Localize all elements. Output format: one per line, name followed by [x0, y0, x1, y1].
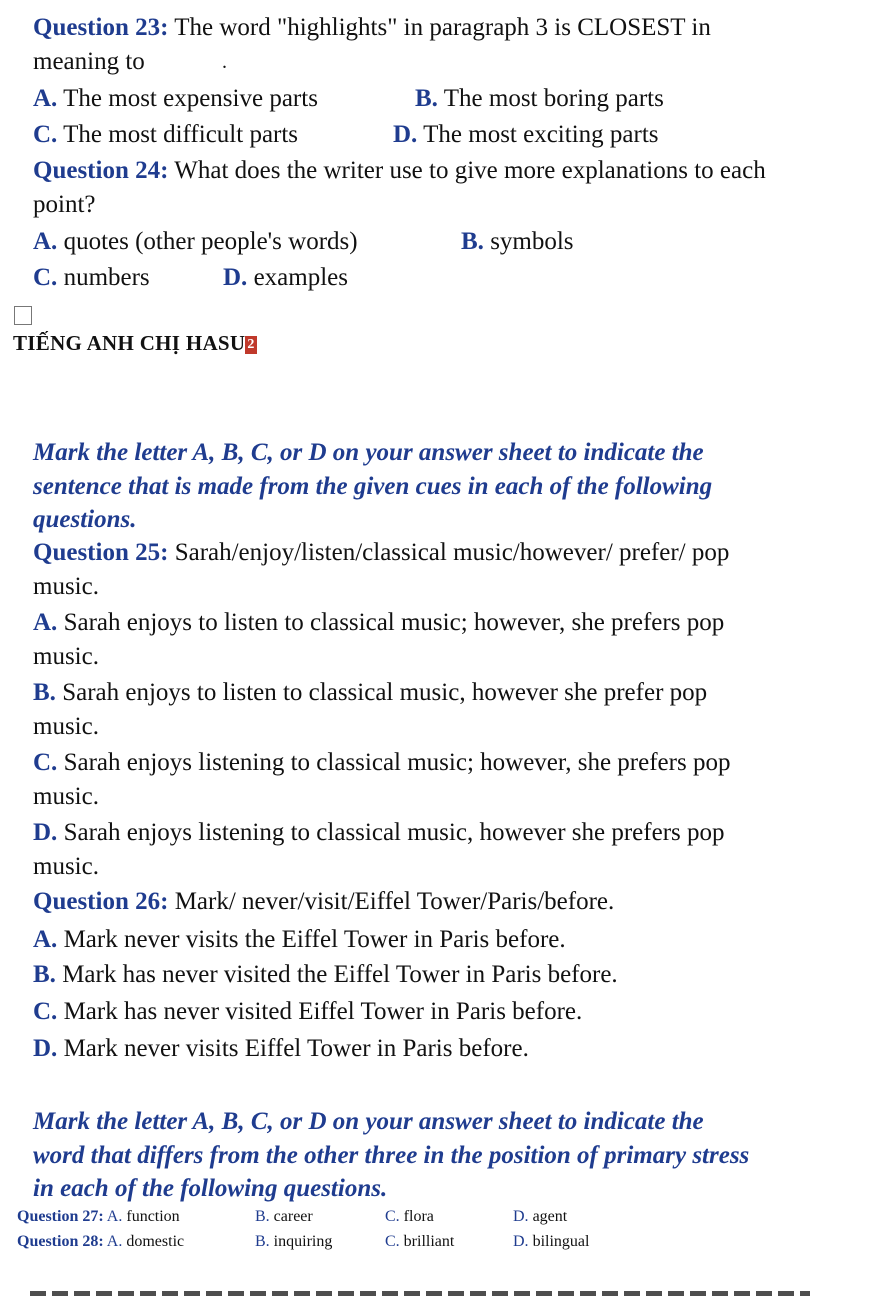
cropped-next-line — [30, 1291, 810, 1296]
header-badge: 2 — [247, 337, 255, 352]
q27-option-b: B. career — [255, 1208, 313, 1225]
q26-option-a: A. Mark never visits the Eiffel Tower in Paris before. — [33, 926, 566, 953]
q26-option-d: D. Mark never visits Eiffel Tower in Paris before. — [33, 1035, 529, 1062]
q23-option-c: C. The most difficult parts — [33, 121, 299, 148]
instruction-1-line2: sentence that is made from the given cues in each of the following — [33, 473, 713, 500]
q23-stem-line2 — [33, 47, 145, 77]
q27-option-d: D. agent — [513, 1208, 568, 1225]
q25-option-d: D. Sarah enjoys listening to classical music, however she prefers pop — [33, 819, 725, 846]
q24-stem-line2 — [33, 190, 96, 220]
q24-label: Question 24: — [33, 157, 169, 184]
q25-option-b: B. Sarah enjoys to listen to classical music, however she prefer pop — [33, 679, 708, 706]
header-title: TIẾNG ANH CHỊ HASU — [13, 331, 246, 355]
instruction-2-line2: word that differs from the other three in the position of primary stress — [33, 1142, 750, 1169]
q23-blank: . — [222, 51, 227, 73]
q24-option-c: C. numbers — [33, 264, 150, 291]
q28-option-a: domestic — [126, 1233, 185, 1250]
q25-option-a-cont: music. — [33, 643, 99, 670]
q25-stem-a: Sarah/enjoy/listen/classical music/however/ prefer/ pop — [174, 539, 730, 566]
q28-option-c: C. brilliant — [385, 1233, 455, 1250]
q28-option-b: B. inquiring — [255, 1233, 333, 1250]
q25-option-d-cont: music. — [33, 853, 99, 880]
q25-option-c-cont: music. — [33, 783, 99, 810]
q26-option-b: B. Mark has never visited the Eiffel Tower in Paris before. — [33, 961, 618, 988]
q23-stem-a: The word "highlights" in paragraph 3 is CLOSEST in — [174, 14, 711, 41]
q25-stem-line2: music. — [33, 573, 99, 600]
instruction-1-line3: questions. — [33, 506, 137, 533]
q26-label: Question 26: — [33, 888, 169, 915]
instruction-2-line3: in each of the following questions. — [33, 1175, 388, 1202]
q27-option-c: C. flora — [385, 1208, 434, 1225]
q23-option-d: D. The most exciting parts — [393, 121, 659, 148]
cropped-previous-line — [30, 0, 510, 4]
q25-option-b-cont: music. — [33, 713, 99, 740]
q24-option-a: A. quotes (other people's words) — [33, 228, 358, 255]
q28-label: Question 28: — [17, 1233, 104, 1250]
q25-option-a: A. Sarah enjoys to listen to classical music; however, she prefers pop — [33, 609, 725, 636]
empty-checkbox-icon — [14, 306, 32, 325]
q25-option-c: C. Sarah enjoys listening to classical music; however, she prefers pop — [33, 749, 731, 776]
q24-stem-a: What does the writer use to give more explanations to each — [174, 157, 766, 184]
q24-stem-b: point? — [33, 191, 96, 218]
q23-option-a: A. The most expensive parts — [33, 85, 318, 112]
instruction-2-line1: Mark the letter A, B, C, or D on your answer sheet to indicate the — [33, 1108, 704, 1135]
q26-stem: Question 26: Mark/ never/visit/Eiffel Tower/Paris/before. — [33, 888, 615, 915]
q24-option-d: D. examples — [223, 264, 348, 291]
q23-label: Question 23: — [33, 14, 169, 41]
q23-option-b: B. The most boring parts — [415, 85, 664, 112]
q28-option-d: D. bilingual — [513, 1233, 590, 1250]
q27-option-a: function — [126, 1208, 180, 1225]
q28-label-line: Question 28: A. domestic — [17, 1233, 185, 1250]
q26-option-c: C. Mark has never visited Eiffel Tower in Paris before. — [33, 998, 583, 1025]
q23-stem-line1 — [33, 13, 711, 43]
q25-stem-line1 — [33, 538, 729, 568]
q23-stem-b: meaning to — [33, 48, 145, 75]
q27-label: Question 27: — [17, 1208, 104, 1225]
q27-label-line: Question 27: A. function — [17, 1208, 180, 1225]
instruction-1-line1: Mark the letter A, B, C, or D on your answer sheet to indicate the — [33, 439, 704, 466]
q25-label: Question 25: — [33, 539, 169, 566]
q24-stem-line1 — [33, 156, 766, 186]
watermark-header — [13, 328, 257, 358]
q24-option-b: B. symbols — [461, 228, 574, 255]
